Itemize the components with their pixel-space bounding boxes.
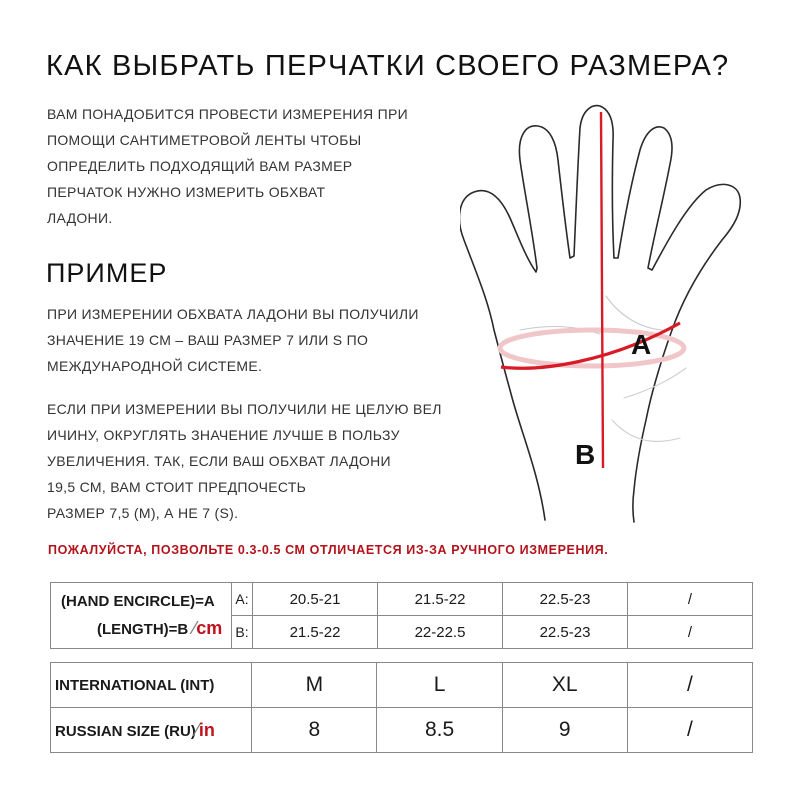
table-row [51, 708, 753, 753]
intro-line: ВАМ ПОНАДОБИТСЯ ПРОВЕСТИ ИЗМЕРЕНИЯ ПРИ [47, 106, 408, 122]
table-cell: 21.5-22 [253, 616, 378, 649]
example-line: ЗНАЧЕНИЕ 19 СМ – ВАШ РАЗМЕР 7 ИЛИ S ПО [47, 332, 369, 348]
rounding-line: ЕСЛИ ПРИ ИЗМЕРЕНИИ ВЫ ПОЛУЧИЛИ НЕ ЦЕЛУЮ ВЕЛ [47, 401, 442, 417]
table-cell: 8.5 [377, 708, 502, 753]
measure-labels: (HAND ENCIRCLE)=A (LENGTH)=B ⁄cm [51, 583, 232, 649]
page-title: КАК ВЫБРАТЬ ПЕРЧАТКИ СВОЕГО РАЗМЕРА? [46, 50, 730, 82]
table-cell: 8 [252, 708, 377, 753]
rounding-line: УВЕЛИЧЕНИЯ. ТАК, ЕСЛИ ВАШ ОБХВАТ ЛАДОНИ [47, 453, 391, 469]
table-cell: 21.5-22 [378, 583, 503, 616]
table-cell: 20.5-21 [253, 583, 378, 616]
label-b: B [575, 439, 596, 470]
table-cell: 22.5-23 [503, 616, 628, 649]
label-length: (LENGTH)=B [97, 620, 189, 638]
table-cell: 9 [502, 708, 627, 753]
row-key: B: [232, 616, 253, 649]
row-key: A: [232, 583, 253, 616]
intro-line: ПОМОЩИ САНТИМЕТРОВОЙ ЛЕНТЫ ЧТОБЫ [47, 132, 362, 148]
table-cell: / [628, 616, 753, 649]
rounding-line: РАЗМЕР 7,5 (М), А НЕ 7 (S). [47, 505, 239, 521]
table-cell: 22.5-23 [503, 583, 628, 616]
hand-diagram [460, 100, 780, 530]
unit-in: in [198, 719, 215, 740]
table-row [51, 663, 753, 708]
table-cell: XL [502, 663, 627, 708]
table-row [51, 583, 753, 616]
label-hand-encircle: (HAND ENCIRCLE)=A [61, 592, 215, 610]
ru-label: RUSSIAN SIZE (RU) [55, 722, 196, 740]
row-label [51, 663, 252, 708]
intro-line: ЛАДОНИ. [47, 210, 113, 226]
table-cell: 22-22.5 [378, 616, 503, 649]
table-cell: / [627, 708, 752, 753]
size-table [50, 662, 753, 753]
int-label: INTERNATIONAL (INT) [55, 676, 215, 694]
length-measure-line [601, 112, 603, 468]
row-label: RUSSIAN SIZE (RU)⁄in [51, 708, 252, 753]
example-heading: ПРИМЕР [46, 258, 168, 288]
example-line: ПРИ ИЗМЕРЕНИИ ОБХВАТА ЛАДОНИ ВЫ ПОЛУЧИЛИ [47, 306, 419, 322]
table-cell: L [377, 663, 502, 708]
example-line: МЕЖДУНАРОДНОЙ СИСТЕМЕ. [47, 358, 263, 374]
intro-line: ПЕРЧАТОК НУЖНО ИЗМЕРИТЬ ОБХВАТ [47, 184, 326, 200]
table-cell: M [252, 663, 377, 708]
intro-text [47, 101, 408, 231]
example-text [47, 301, 419, 379]
intro-line: ОПРЕДЕЛИТЬ ПОДХОДЯЩИЙ ВАМ РАЗМЕР [47, 158, 353, 174]
rounding-text [47, 396, 442, 526]
rounding-line: ИЧИНУ, ОКРУГЛЯТЬ ЗНАЧЕНИЕ ЛУЧШЕ В ПОЛЬЗУ [47, 427, 400, 443]
unit-cm: cm [196, 617, 223, 638]
rounding-line: 19,5 СМ, ВАМ СТОИТ ПРЕДПОЧЕСТЬ [47, 479, 307, 495]
measurement-table [50, 582, 753, 649]
palm-crease [606, 296, 662, 330]
table-cell: / [628, 583, 753, 616]
label-a: A [631, 329, 652, 360]
table-cell: / [627, 663, 752, 708]
measurement-note: ПОЖАЛУЙСТА, ПОЗВОЛЬТЕ 0.3-0.5 СМ ОТЛИЧАЕТСЯ ИЗ-ЗА РУЧНОГО ИЗМЕРЕНИЯ. [48, 543, 609, 557]
